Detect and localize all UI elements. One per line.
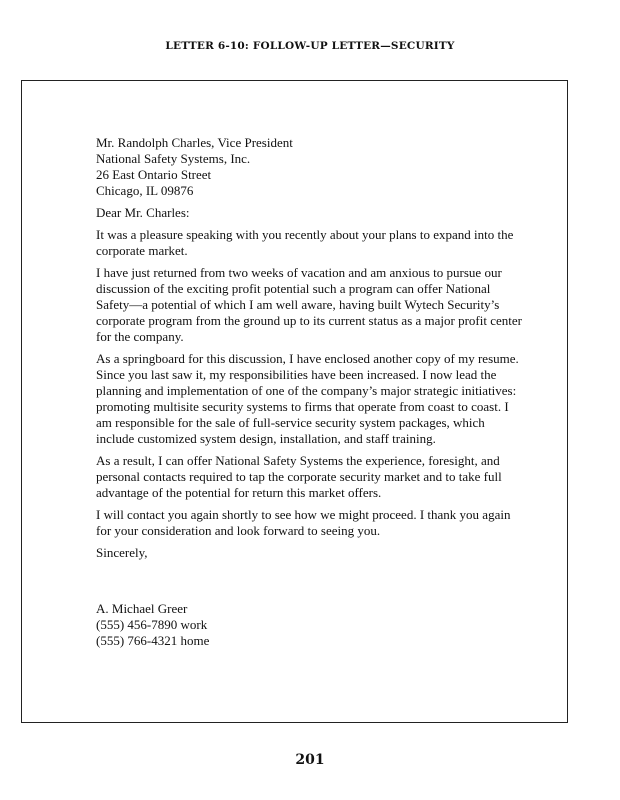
signer-name: A. Michael Greer [96,601,188,616]
closing: Sincerely, [96,545,148,560]
recipient-company-line: National Safety Systems, Inc. [96,151,251,166]
recipient-name-line: Mr. Randolph Charles, Vice President [96,135,293,150]
signer-home-phone: (555) 766-4321 home [96,633,210,648]
recipient-city-line: Chicago, IL 09876 [96,183,194,198]
signature-block [96,601,526,649]
recipient-address [96,135,526,199]
paragraph-1: It was a pleasure speaking with you recently about your plans to expand into the corporate market. [96,227,514,258]
salutation: Dear Mr. Charles: [96,205,190,220]
signer-work-phone: (555) 456-7890 work [96,617,208,632]
recipient-street-line: 26 East Ontario Street [96,167,212,182]
letter-body [96,135,526,649]
paragraph-3: As a springboard for this discussion, I have enclosed another copy of my resume. Since you last saw it, my responsibilities have been increased. I now lead the planning and implementation of one of the company’s major strategic initiatives: promoting multisite security systems to firms that operate from coast to coast. I am responsible for the sale of full-service security system packages, which include customized system design, installation, and staff training. [96,351,519,446]
page-header-title: LETTER 6-10: FOLLOW-UP LETTER—SECURITY [165,40,455,52]
page-number: 201 [295,752,325,768]
paragraph-4: As a result, I can offer National Safety Systems the experience, foresight, and personal contacts required to tap the corporate security market and to take full advantage of the potential for return this market offers. [96,453,502,500]
paragraph-5: I will contact you again shortly to see how we might proceed. I thank you again for your consideration and look forward to seeing you. [96,507,511,538]
paragraph-2: I have just returned from two weeks of vacation and am anxious to pursue our discussion of the exciting profit potential such a program can offer National Safety—a potential of which I am well aware, having built Wytech Security’s corporate program from the ground up to its current status as a major profit center for the company. [96,265,522,344]
